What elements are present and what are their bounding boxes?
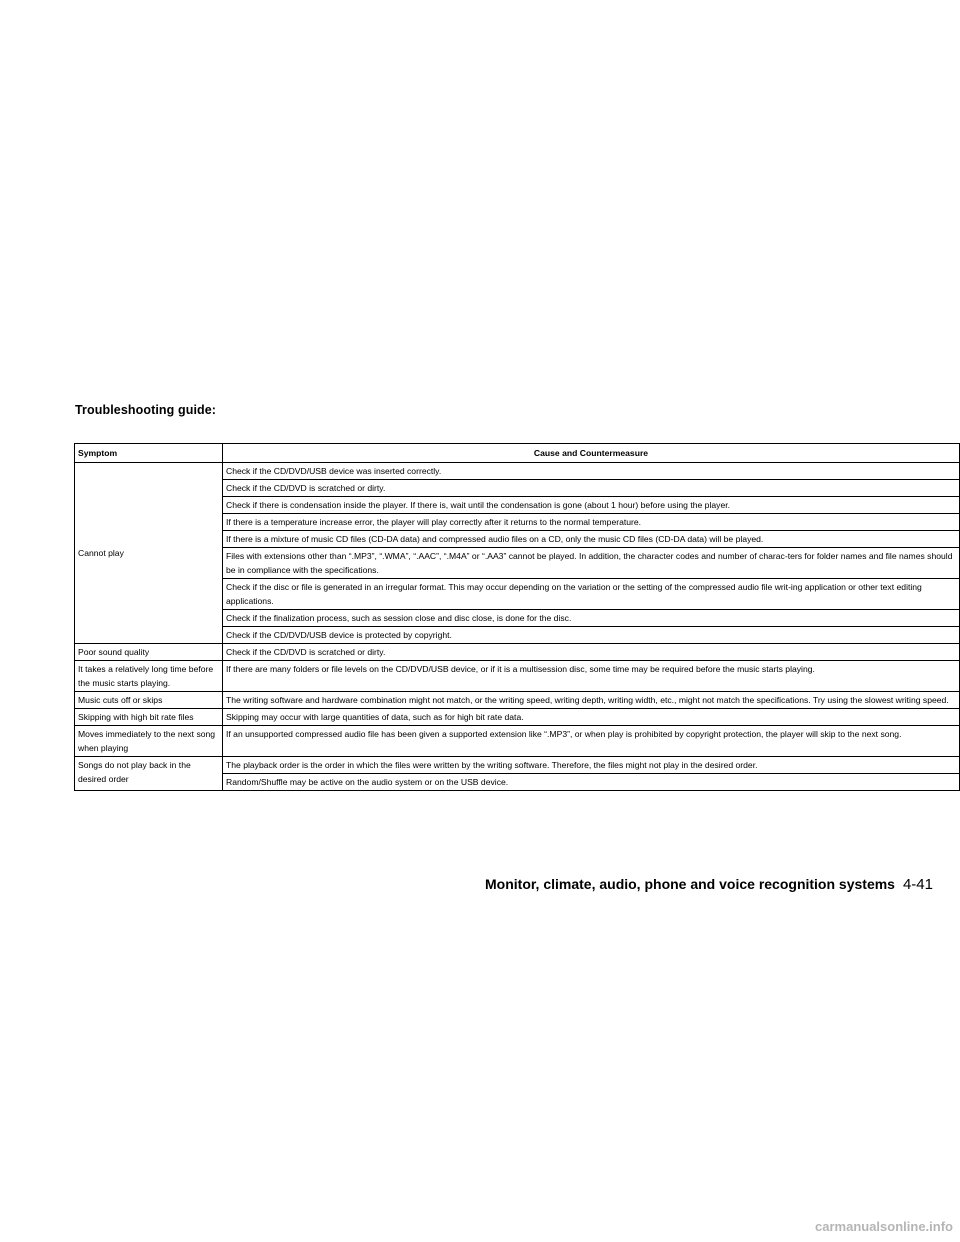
symptom-cell: Moves immediately to the next song when playing: [75, 726, 223, 757]
cause-cell: Check if the disc or file is generated in an irregular format. This may occur depending on the variation or the setting of the compressed audio file writ-ing application or other text editing applications.: [223, 579, 960, 610]
page-number: 4-41: [902, 876, 933, 893]
header-symptom: Symptom: [75, 444, 223, 463]
table-row: [75, 692, 960, 709]
cause-cell: If there is a temperature increase error, the player will play correctly after it returns to the normal temperature.: [223, 514, 960, 531]
cause-cell: Check if the finalization process, such as session close and disc close, is done for the disc.: [223, 610, 960, 627]
cause-cell: Check if the CD/DVD/USB device was inserted correctly.: [223, 463, 960, 480]
symptom-cell: Music cuts off or skips: [75, 692, 223, 709]
table-row: [75, 757, 960, 774]
table-row: [75, 726, 960, 757]
cause-cell: Check if the CD/DVD is scratched or dirty.: [223, 480, 960, 497]
cause-cell: Random/Shuffle may be active on the audio system or on the USB device.: [223, 774, 960, 791]
cause-cell: Check if the CD/DVD is scratched or dirty.: [223, 644, 960, 661]
cause-cell: If there are many folders or file levels on the CD/DVD/USB device, or if it is a multisession disc, some time may be required before the music starts playing.: [223, 661, 960, 692]
cause-cell: Files with extensions other than “.MP3”, “.WMA”, “.AAC”, “.M4A” or “.AA3” cannot be played. In addition, the character codes and number of charac-ters for folder names and file names should be in compliance with the specifications.: [223, 548, 960, 579]
table-header-row: [75, 444, 960, 463]
symptom-cell: Poor sound quality: [75, 644, 223, 661]
table-body: [75, 463, 960, 791]
cause-cell: If an unsupported compressed audio file has been given a supported extension like “.MP3”, or when play is prohibited by copyright protection, the player will skip to the next song.: [223, 726, 960, 757]
symptom-cell: It takes a relatively long time before the music starts playing.: [75, 661, 223, 692]
page-footer: [485, 876, 933, 893]
cause-cell: Check if the CD/DVD/USB device is protected by copyright.: [223, 627, 960, 644]
header-cause: Cause and Countermeasure: [223, 444, 960, 463]
table-row: [75, 463, 960, 480]
section-title: Troubleshooting guide:: [75, 403, 217, 417]
symptom-cell: Songs do not play back in the desired order: [75, 757, 223, 791]
table-row: [75, 644, 960, 661]
symptom-cell: Skipping with high bit rate files: [75, 709, 223, 726]
cause-cell: If there is a mixture of music CD files (CD-DA data) and compressed audio files on a CD, only the music CD files (CD-DA data) will be played.: [223, 531, 960, 548]
table-row: [75, 661, 960, 692]
cause-cell: The playback order is the order in which the files were written by the writing software. Therefore, the files might not play in the desired order.: [223, 757, 960, 774]
cause-cell: Check if there is condensation inside the player. If there is, wait until the condensation is gone (about 1 hour) before using the player.: [223, 497, 960, 514]
symptom-cell: Cannot play: [75, 463, 223, 644]
watermark: carmanualsonline.info: [815, 1219, 953, 1234]
footer-section-title: Monitor, climate, audio, phone and voice recognition systems: [485, 876, 895, 892]
cause-cell: The writing software and hardware combination might not match, or the writing speed, writing depth, writing width, etc., might not match the specifications. Try using the slowest writing speed.: [223, 692, 960, 709]
table-row: [75, 709, 960, 726]
cause-cell: Skipping may occur with large quantities of data, such as for high bit rate data.: [223, 709, 960, 726]
troubleshooting-table: [74, 443, 960, 791]
